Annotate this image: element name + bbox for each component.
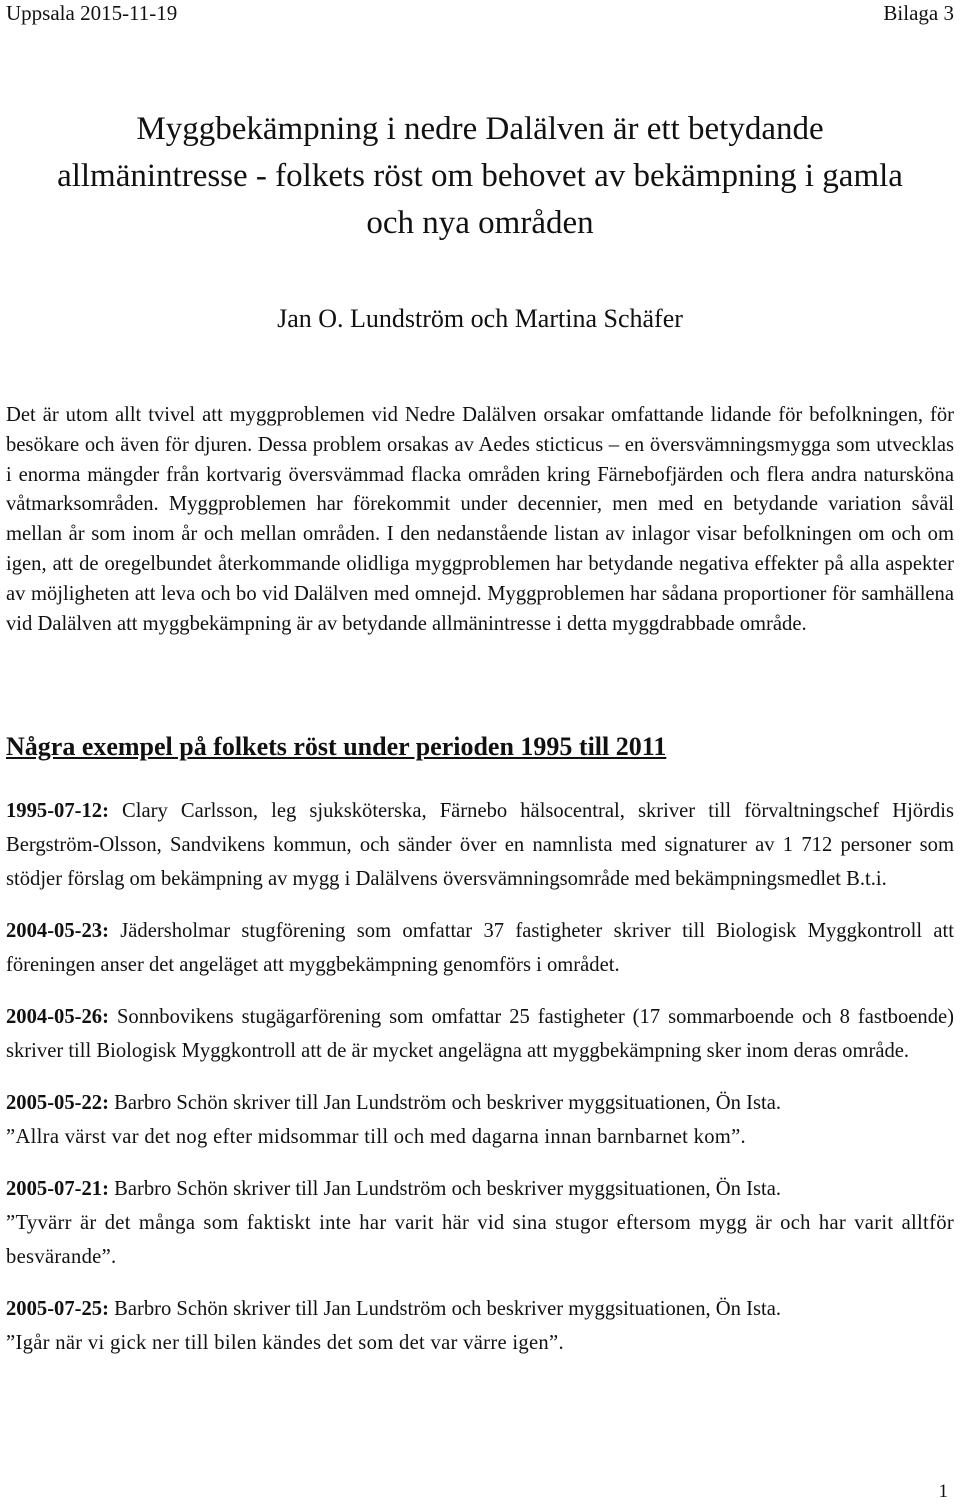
entry-text: Barbro Schön skriver till Jan Lundström och beskriver myggsituationen, Ön Ista. bbox=[108, 1092, 781, 1115]
entry-text: Barbro Schön skriver till Jan Lundström och beskriver myggsituationen, Ön Ista. bbox=[108, 1298, 781, 1321]
entry-text: Sonnbovikens stugägarförening som omfattar 25 fastigheter (17 sommarboende och 8 fastboende) skriver till Biologisk Myggkontroll att de är mycket angelägna att myggbekämpning sker inom deras område. bbox=[6, 1006, 954, 1063]
entry bbox=[6, 1292, 954, 1360]
entry-quote: ”Tyvärr är det många som faktiskt inte har varit här vid sina stugor eftersom mygg är och har varit alltför besvärande”. bbox=[6, 1212, 954, 1269]
entry-quote: ”Igår när vi gick ner till bilen kändes det som det var värre igen”. bbox=[6, 1332, 564, 1355]
entry-text: Clary Carlsson, leg sjuksköterska, Färnebo hälsocentral, skriver till förvaltningschef Hjördis Bergström-Olsson, Sandvikens kommun, och sänder över en namnlista med signaturer av 1 712 personer som stödjer förslag om bekämpning av mygg i Dalälvens översvämningsområde med bekämpningsmedlet B.t.i. bbox=[6, 800, 954, 891]
entry-quote: ”Allra värst var det nog efter midsommar till och med dagarna innan barnbarnet kom”. bbox=[6, 1126, 747, 1149]
title-line-3: och nya områden bbox=[366, 205, 594, 241]
entry-text: Barbro Schön skriver till Jan Lundström och beskriver myggsituationen, Ön Ista. bbox=[108, 1178, 781, 1201]
title-line-2: allmänintresse - folkets röst om behovet av bekämpning i gamla bbox=[57, 158, 903, 194]
section-heading: Några exempel på folkets röst under perioden 1995 till 2011 bbox=[6, 732, 667, 762]
entry-date: 2004-05-26: bbox=[6, 1006, 109, 1029]
authors: Jan O. Lundström och Martina Schäfer bbox=[277, 304, 683, 333]
entry bbox=[6, 1086, 954, 1154]
entry-date: 1995-07-12: bbox=[6, 800, 109, 823]
entry-date: 2005-07-21: bbox=[6, 1178, 109, 1201]
entries-list bbox=[6, 794, 954, 1360]
intro-paragraph: Det är utom allt tvivel att myggproblemen vid Nedre Dalälven orsakar omfattande lidande för befolkningen, för besökare och även för djuren. Dessa problem orsakas av Aedes sticticus – en översvämningsmygga som utvecklas i enorma mängder från kortvarig översvämmad flacka områden kring Färnebofjärden och flera andra natursköna våtmarksområden. Myggproblemen har förekommit under decennier, men med en betydande variation såväl mellan år som inom år och mellan områden. I den nedanstående listan av inlagor visar befolkningen om och om igen, att de oregelbundet återkommande olidliga myggproblemen har betydande negativa effekter på alla aspekter av möjligheten att leva och bo vid Dalälven med omnejd. Myggproblemen har sådana proportioner för samhällena vid Dalälven att myggbekämpning är av betydande allmänintresse i detta myggdrabbade område. bbox=[6, 404, 954, 635]
entry-date: 2004-05-23: bbox=[6, 920, 109, 943]
title-line-1: Myggbekämpning i nedre Dalälven är ett betydande bbox=[136, 111, 824, 147]
entry-date: 2005-07-25: bbox=[6, 1298, 109, 1321]
entry-text: Jädersholmar stugförening som omfattar 37 fastigheter skriver till Biologisk Myggkontroll att föreningen anser det angeläget att myggbekämpning genomförs i området. bbox=[6, 920, 954, 977]
header-place-date: Uppsala 2015-11-19 bbox=[6, 1, 178, 25]
entry bbox=[6, 914, 954, 982]
entry bbox=[6, 794, 954, 896]
entry bbox=[6, 1172, 954, 1274]
document-title bbox=[6, 106, 954, 247]
entry-date: 2005-05-22: bbox=[6, 1092, 109, 1115]
entry bbox=[6, 1000, 954, 1068]
header-appendix-label: Bilaga 3 bbox=[883, 1, 954, 25]
page-number: 1 bbox=[938, 1481, 948, 1502]
page-header bbox=[6, 0, 954, 30]
